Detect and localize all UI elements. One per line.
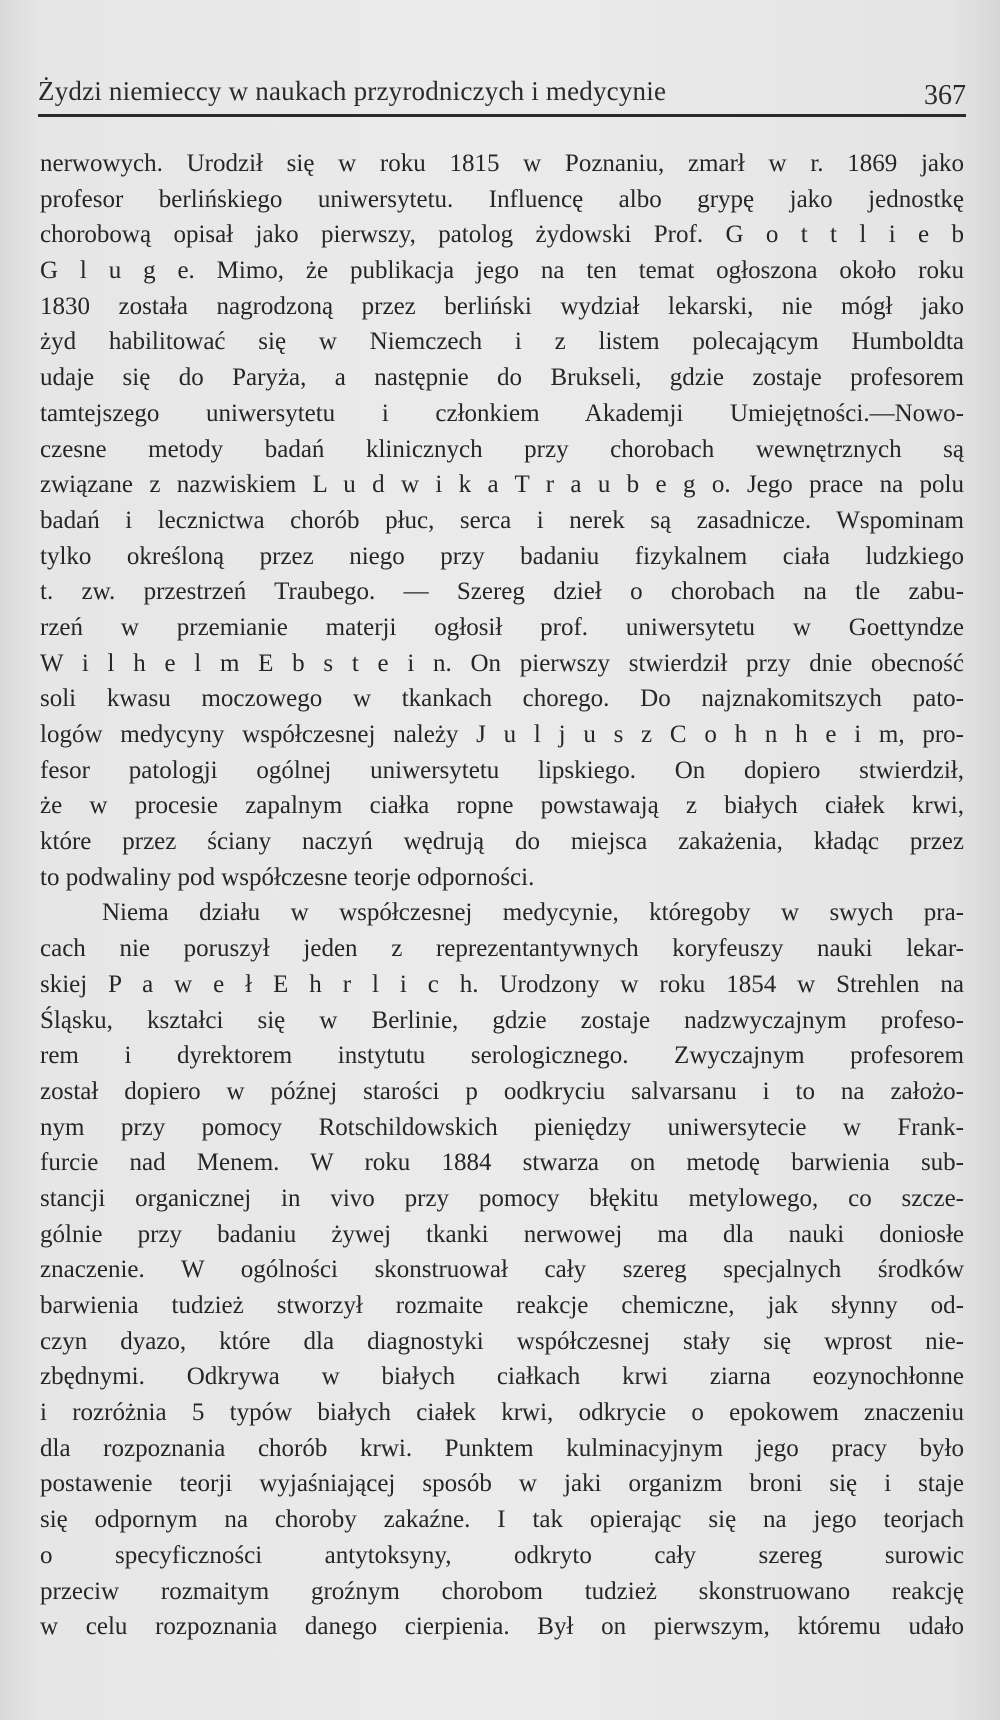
text-line: W i l h e l m E b s t e i n. On pierwszy stwierdził przy dnie obecność xyxy=(40,649,964,677)
text-line: przeciw rozmaitym groźnym chorobom tudzież skonstruowano reakcję xyxy=(40,1577,964,1605)
text-line: zbędnymi. Odkrywa w białych ciałkach krwi ziarna eozynochłonne xyxy=(40,1363,964,1391)
text-body xyxy=(40,146,964,1645)
text-line: chorobową opisał jako pierwszy, patolog żydowski Prof. G o t t l i e b xyxy=(40,221,964,249)
text-line: został dopiero w późnej starości p oodkryciu salvarsanu i to na założo- xyxy=(40,1077,964,1105)
page-number: 367 xyxy=(924,80,966,111)
text-line: cach nie poruszył jeden z reprezentantywnych koryfeuszy nauki lekar- xyxy=(40,935,964,963)
paragraph xyxy=(40,146,964,895)
text-line: postawenie teorji wyjaśniającej sposób w jaki organizm broni się i staje xyxy=(40,1470,964,1498)
text-line: i rozróżnia 5 typów białych ciałek krwi, odkrycie o epokowem znaczeniu xyxy=(40,1399,964,1427)
text-line: nym przy pomocy Rotschildowskich pieniędzy uniwersytecie w Frank- xyxy=(40,1113,964,1141)
text-line: się odpornym na choroby zakaźne. I tak opierając się na jego teorjach xyxy=(40,1506,964,1534)
text-line: profesor berlińskiego uniwersytetu. Influencę albo grypę jako jednostkę xyxy=(40,185,964,213)
text-line: Niema działu w współczesnej medycynie, któregoby w swych pra- xyxy=(102,899,964,927)
text-line: t. zw. przestrzeń Traubego. — Szereg dzieł o chorobach na tle zabu- xyxy=(40,578,964,606)
text-line: udaje się do Paryża, a następnie do Brukseli, gdzie zostaje profesorem xyxy=(40,364,964,392)
text-line: tamtejszego uniwersytetu i członkiem Akademji Umiejętności.—Nowo- xyxy=(40,399,964,427)
text-line: w celu rozpoznania danego cierpienia. Był on pierwszym, któremu udało xyxy=(40,1613,964,1641)
text-line: 1830 została nagrodzoną przez berliński wydział lekarski, nie mógł jako xyxy=(40,292,964,320)
text-line: znaczenie. W ogólności skonstruował cały szereg specjalnych środków xyxy=(40,1256,964,1284)
text-line: dla rozpoznania chorób krwi. Punktem kulminacyjnym jego pracy było xyxy=(40,1434,964,1462)
text-line: żyd habilitować się w Niemczech i z listem polecającym Humboldta xyxy=(40,328,964,356)
text-line: skiej P a w e ł E h r l i c h. Urodzony w roku 1854 w Strehlen na xyxy=(40,970,964,998)
text-line: czyn dyazo, które dla diagnostyki współczesnej stały się wprost nie- xyxy=(40,1327,964,1355)
text-line: soli kwasu moczowego w tkankach chorego. Do najznakomitszych pato- xyxy=(40,685,964,713)
text-line: badań i lecznictwa chorób płuc, serca i nerek są zasadnicze. Wspominam xyxy=(40,506,964,534)
text-line: związane z nazwiskiem L u d w i k a T r a u b e g o. Jego prace na polu xyxy=(40,471,964,499)
show-through-text xyxy=(80,6,940,36)
text-line: fesor patologji ogólnej uniwersytetu lipskiego. On dopiero stwierdził, xyxy=(40,756,964,784)
text-line: tylko określoną przez niego przy badaniu fizykalnem ciała ludzkiego xyxy=(40,542,964,570)
text-line: furcie nad Menem. W roku 1884 stwarza on metodę barwienia sub- xyxy=(40,1149,964,1177)
text-line: rem i dyrektorem instytutu serologicznego. Zwyczajnym profesorem xyxy=(40,1042,964,1070)
text-line: czesne metody badań klinicznych przy chorobach wewnętrznych są xyxy=(40,435,964,463)
text-line: G l u g e. Mimo, że publikacja jego na ten temat ogłoszona około roku xyxy=(40,257,964,285)
text-line: to podwaliny pod współczesne teorje odporności. xyxy=(40,863,535,891)
paragraph xyxy=(40,895,964,1644)
text-line: Śląsku, kształci się w Berlinie, gdzie zostaje nadzwyczajnym profeso- xyxy=(40,1006,964,1034)
text-line: stancji organicznej in vivo przy pomocy błękitu metylowego, co szcze- xyxy=(40,1184,964,1212)
text-line: że w procesie zapalnym ciałka ropne powstawają z białych ciałek krwi, xyxy=(40,792,964,820)
running-title: Żydzi niemieccy w naukach przyrodniczych i medycynie xyxy=(38,76,667,106)
text-line: rzeń w przemianie materji ogłosił prof. uniwersytetu w Goettyndze xyxy=(40,613,964,641)
text-line: gólnie przy badaniu żywej tkanki nerwowej ma dla nauki doniosłe xyxy=(40,1220,964,1248)
text-line: nerwowych. Urodził się w roku 1815 w Poznaniu, zmarł w r. 1869 jako xyxy=(40,150,964,177)
text-line: barwienia tudzież stworzył rozmaite reakcje chemiczne, jak słynny od- xyxy=(40,1292,964,1319)
running-header xyxy=(38,74,966,117)
text-line: o specyficzności antytoksyny, odkryto cały szereg surowic xyxy=(40,1541,964,1569)
text-line: które przez ściany naczyń wędrują do miejsca zakażenia, kładąc przez xyxy=(40,828,964,856)
text-line: logów medycyny współczesnej należy J u l j u s z C o h n h e i m, pro- xyxy=(40,721,964,748)
